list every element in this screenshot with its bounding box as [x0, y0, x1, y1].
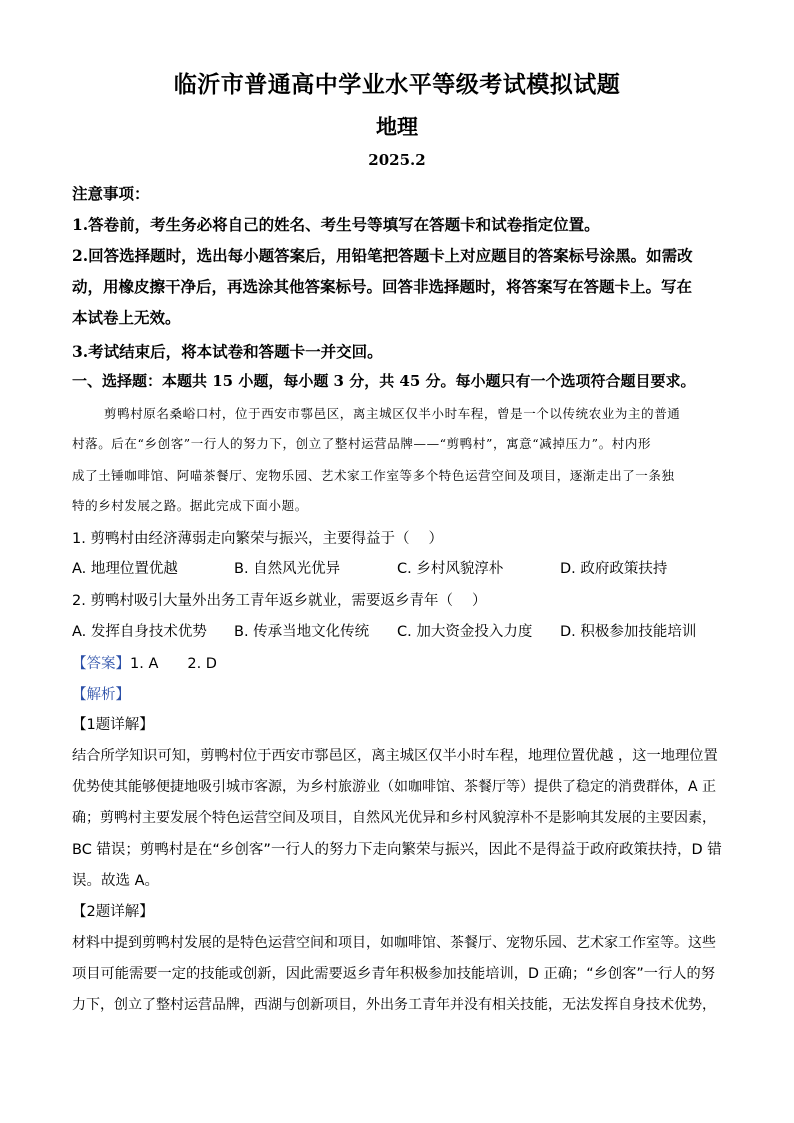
option-d: D. 政府政策扶持	[560, 561, 668, 577]
option-c: C. 加大资金投入力度	[397, 624, 533, 640]
analysis-line: 结合所学知识可知，剪鸭村位于西安市鄠邑区，离主城区仅半小时车程，地理位置优越 ，这一地理位置	[72, 748, 718, 764]
q1-analysis-heading: 【1题详解】	[72, 717, 154, 733]
analysis-line: BC 错误；剪鸭村是在“乡创客”一行人的努力下走向繁荣与振兴，因此不是得益于政府政策扶持，D 错	[72, 842, 722, 858]
passage-line: 村落。后在“乡创客”一行人的努力下，创立了整村运营品牌——“剪鸭村”，寓意“减掉压力”。村内形	[72, 436, 652, 451]
answer-value: 1. A 2. D	[130, 656, 217, 672]
option-d: D. 积极参加技能培训	[560, 624, 697, 640]
option-c: C. 乡村风貌淳朴	[397, 561, 504, 577]
analysis-line: 误。故选 A。	[72, 873, 160, 889]
option-a: A. 地理位置优越	[72, 561, 178, 577]
answer-label: 【答案】	[72, 656, 130, 672]
analysis-line: 优势使其能够便捷地吸引城市客源，为乡村旅游业（如咖啡馆、茶餐厅等）提供了稳定的消费群体，A 正	[72, 779, 717, 795]
analysis-line: 确；剪鸭村主要发展个特色运营空间及项目，自然风光优异和乡村风貌淳朴不是影响其发展的主要因素，	[72, 810, 716, 826]
option-a: A. 发挥自身技术优势	[72, 624, 207, 640]
exam-date: 2025.2	[368, 151, 426, 169]
analysis-label: 【解析】	[72, 687, 130, 703]
question-stem: 2. 剪鸭村吸引大量外出务工青年返乡就业，需要返乡青年（ ）	[72, 593, 487, 609]
subject-title: 地理	[376, 114, 418, 139]
analysis-line: 力下，创立了整村运营品牌，西湖与创新项目，外出务工青年并没有相关技能，无法发挥自身技术优势，	[72, 997, 716, 1013]
notes-heading: 注意事项：	[72, 184, 150, 203]
question-stem: 1. 剪鸭村由经济薄弱走向繁荣与振兴，主要得益于（ ）	[72, 531, 444, 547]
option-b: B. 自然风光优异	[234, 561, 341, 577]
analysis-line: 材料中提到剪鸭村发展的是特色运营空间和项目，如咖啡馆、茶餐厅、宠物乐园、艺术家工作室等。这些	[72, 935, 716, 951]
section-heading: 一、选择题：本题共 15 小题，每小题 3 分，共 45 分。每小题只有一个选项符合题目要求。	[72, 372, 696, 390]
note-item: 本试卷上无效。	[72, 308, 181, 327]
passage-line: 成了土锤咖啡馆、阿喵茶餐厅、宠物乐园、艺术家工作室等多个特色运营空间及项目，逐渐走出了一条独	[72, 468, 675, 483]
option-b: B. 传承当地文化传统	[234, 624, 370, 640]
note-item: 2.回答选择题时，选出每小题答案后，用铅笔把答题卡上对应题目的答案标号涂黑。如需改	[72, 246, 693, 265]
answer-line	[72, 652, 217, 673]
note-item: 3.考试结束后，将本试卷和答题卡一并交回。	[72, 342, 383, 361]
q2-analysis-heading: 【2题详解】	[72, 904, 154, 920]
analysis-line: 项目可能需要一定的技能或创新，因此需要返乡青年积极参加技能培训，D 正确；“乡创客”一行人的努	[72, 966, 716, 982]
exam-title: 临沂市普通高中学业水平等级考试模拟试题	[173, 71, 621, 98]
note-item: 动，用橡皮擦干净后，再选涂其他答案标号。回答非选择题时，将答案写在答题卡上。写在	[72, 277, 693, 296]
note-item: 1.答卷前，考生务必将自己的姓名、考生号等填写在答题卡和试卷指定位置。	[72, 215, 600, 234]
passage-line: 剪鸭村原名桑峪口村，位于西安市鄠邑区，离主城区仅半小时车程，曾是一个以传统农业为主的普通	[104, 406, 681, 421]
passage-line: 特的乡村发展之路。据此完成下面小题。	[72, 498, 308, 513]
